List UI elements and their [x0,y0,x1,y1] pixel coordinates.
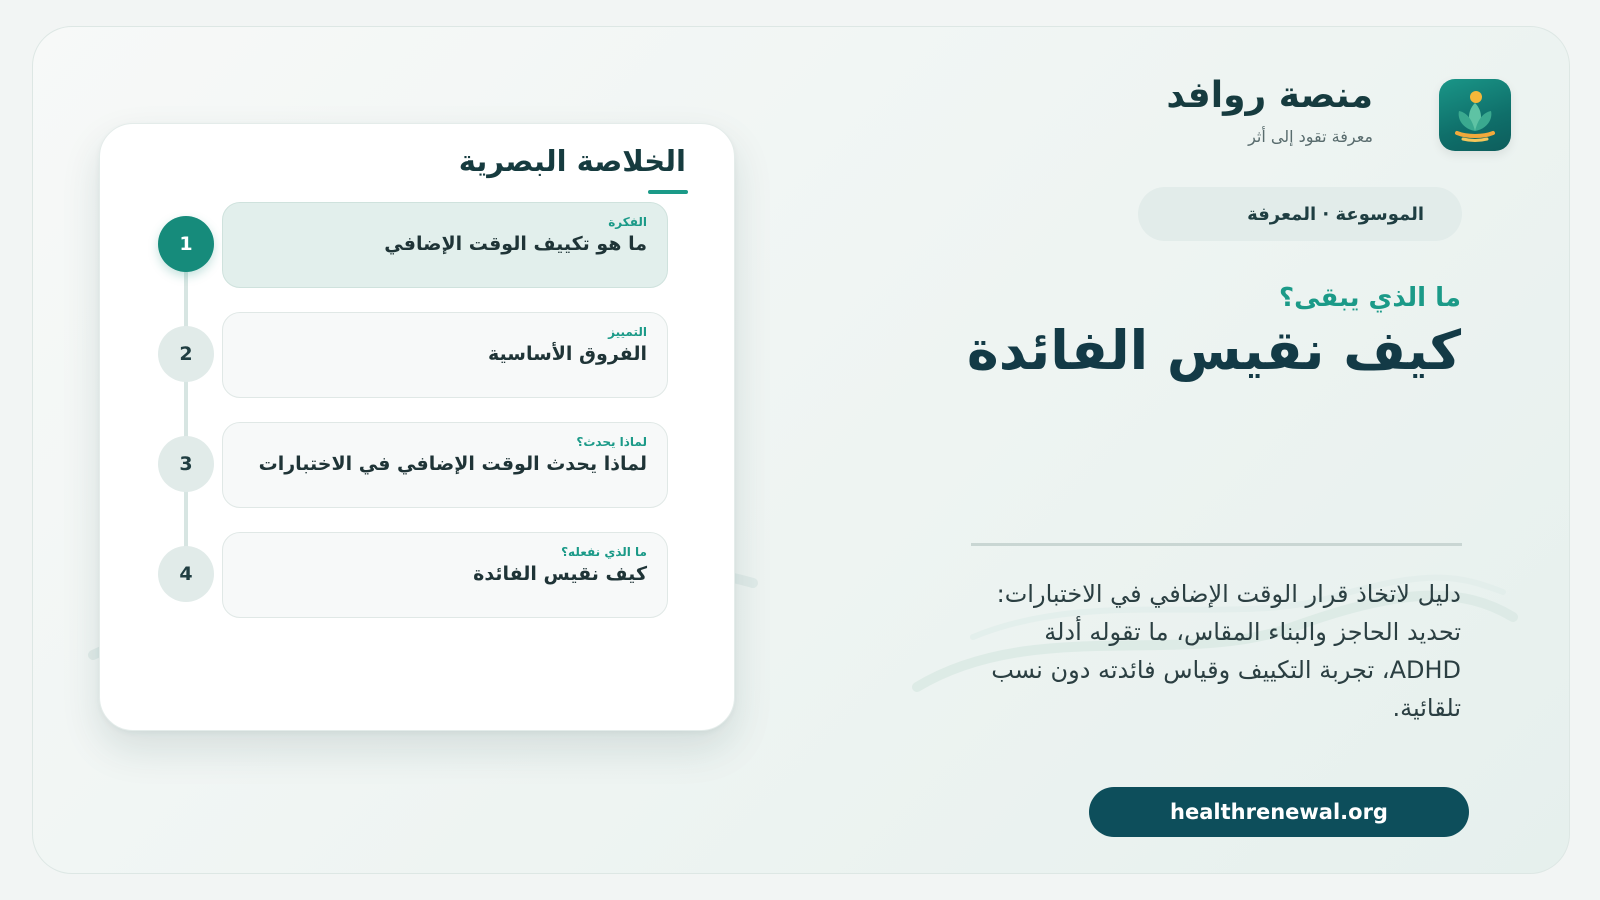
divider [971,543,1462,546]
step-label: التمييز [608,325,647,339]
description: دليل لاتخاذ قرار الوقت الإضافي في الاختبارات: تحديد الحاجز والبناء المقاس، ما تقوله أدلة ADHD، تجربة التكييف وقياس فائدته دون نسب تلقائية. [991,580,1461,722]
breadcrumb[interactable]: الموسوعة · المعرفة [1138,187,1462,241]
step-text: لماذا يحدث الوقت الإضافي في الاختبارات [258,453,647,475]
step-text: ما هو تكييف الوقت الإضافي [384,233,647,255]
step-text: الفروق الأساسية [488,343,647,365]
step-label: ما الذي نفعله؟ [561,545,647,559]
step-item[interactable] [222,532,668,618]
step-item[interactable] [222,312,668,398]
step-item[interactable] [222,202,668,288]
step-number: 4 [158,546,214,602]
slide-frame [32,26,1570,874]
website-button[interactable]: healthrenewal.org [1089,787,1469,837]
timeline-line [184,244,188,574]
lotus-sun-icon [1439,79,1511,151]
step-label: لماذا يحدث؟ [576,435,647,449]
title-underline [648,190,688,194]
step-item[interactable] [222,422,668,508]
summary-card [99,123,735,731]
kicker: ما الذي يبقى؟ [1279,283,1461,313]
summary-title: الخلاصة البصرية [458,144,686,178]
step-text: كيف نقيس الفائدة [473,563,647,585]
brand-name: منصة روافد [1166,75,1373,116]
step-label: الفكرة [608,215,647,229]
step-number: 2 [158,326,214,382]
brand-tagline: معرفة تقود إلى أثر [1248,127,1373,146]
brand-logo [1439,79,1511,151]
page-title: كيف نقيس الفائدة [966,319,1461,382]
step-number: 1 [158,216,214,272]
step-number: 3 [158,436,214,492]
